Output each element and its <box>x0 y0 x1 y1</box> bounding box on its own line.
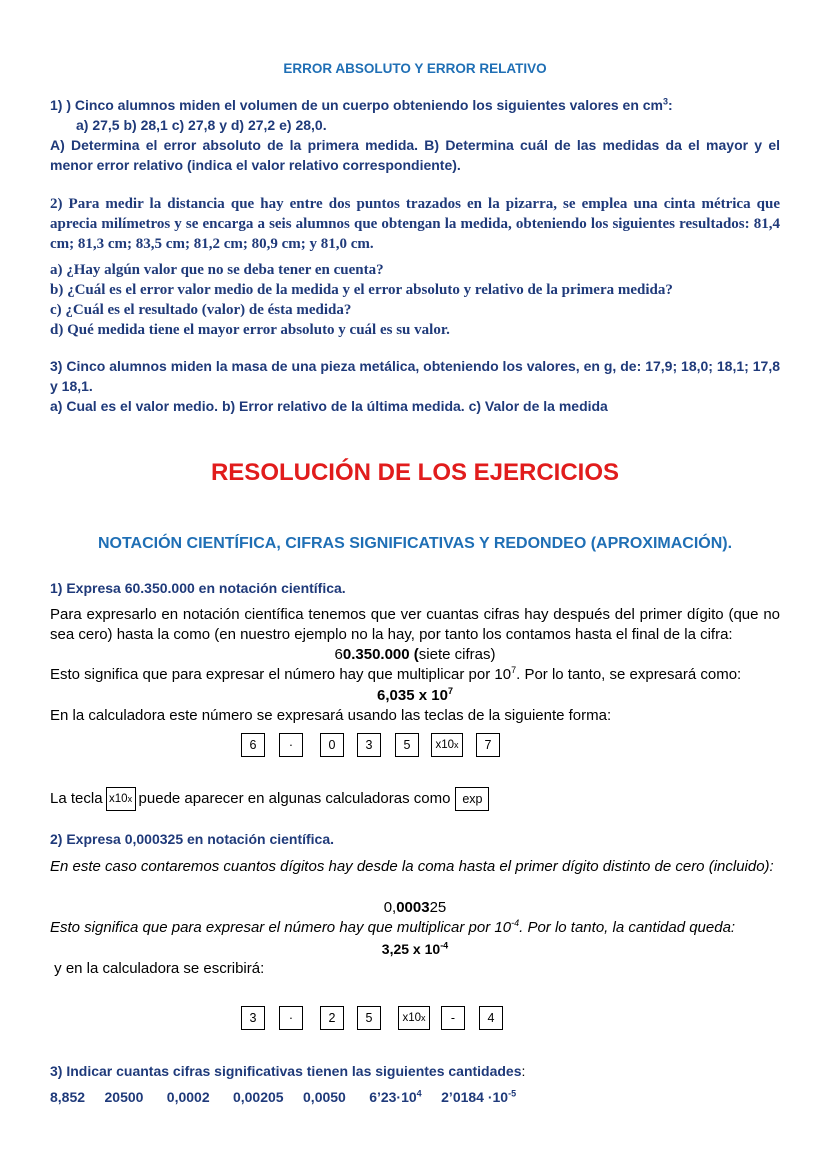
exercise-1-means: Esto significa que para expresar el número hay que multiplicar por $10^7$. Por lo tanto, se expresará como: <box>50 665 742 683</box>
exercise-1-calc-intro: En la calculadora este número se expresará usando las teclas de la siguiente forma: <box>50 707 612 724</box>
calc-key-2: 2 <box>320 1006 344 1030</box>
question-2-b: b) ¿Cuál es el error valor medio de la medida y el error absoluto y relativo de la primera medida? <box>50 282 673 298</box>
calc-key-exp: exp <box>455 787 489 811</box>
question-1-values: a) 27,5 b) 28,1 c) 27,8 y d) 27,2 e) 28,0. <box>76 117 327 133</box>
exercise-2-calc-line: y en la calculadora se escribirá: <box>50 960 265 977</box>
calc-key-0: 0 <box>320 733 344 757</box>
quantity-item: 20500 <box>104 1089 144 1105</box>
question-2-intro: 2) Para medir la distancia que hay entre dos puntos trazados en la pizarra, se emplea una cinta métrica que aprecia milímetros y se encarga a seis alumnos que obtengan la medida, obteniendo los siguientes resultados: 81,4 cm; 81,3 cm; 83,5 cm; 81,2 cm; 80,9 cm; y 81,0 cm. <box>50 196 780 252</box>
calc-key-5: 5 <box>395 733 419 757</box>
exercise-1-result: 6,035 x $10^7$ <box>377 686 453 704</box>
exercise-2-paragraph: En este caso contaremos cuantos dígitos hay desde la coma hasta el primer dígito distinto de cero (incluido): <box>50 858 774 875</box>
calc-key-x10-inline: x10 x <box>106 787 136 811</box>
question-1-tasks: A) Determina el error absoluto de la primera medida. B) Determina cuál de las medidas da el mayor y el menor error relativo (indica el valor relativo correspondiente). <box>50 137 780 173</box>
calc-key-3: 3 <box>241 1006 265 1030</box>
question-2-d: d) Qué medida tiene el mayor error absoluto y cuál es su valor. <box>50 322 450 338</box>
question-2-c: c) ¿Cuál es el resultado (valor) de ésta medida? <box>50 302 352 318</box>
calc-key-7: 7 <box>476 733 500 757</box>
exercise-2-heading: 2) Expresa 0,000325 en notación científica. <box>50 831 335 847</box>
question-2 <box>50 194 780 340</box>
quantity-item: 0,00205 <box>232 1089 284 1105</box>
calc-key-dot: · <box>279 1006 303 1030</box>
quantity-item: 0,0050 <box>303 1089 346 1105</box>
calc-key-4: 4 <box>479 1006 503 1030</box>
quantity-item: $6’23\cdot 10^4$ <box>369 1088 422 1105</box>
question-1: 1) ) Cinco alumnos miden el volumen de un cuerpo obteniendo los siguientes valores en $cm^3$: a) 27,5 b) 28,1 c) 27,8 y d) 27,2 e) 28,0. A) Determina el error absoluto de la primera medida. B) Determina cuál de las medidas da el mayor y el menor error relativo (indica el valor relativo correspondiente). <box>50 96 780 173</box>
calc-key-5: 5 <box>357 1006 381 1030</box>
exercise-1-heading: 1) Expresa 60.350.000 en notación científica. <box>50 580 346 596</box>
question-3 <box>50 356 780 416</box>
exercise-1-paragraph: Para expresarlo en notación científica tenemos que ver cuantas cifras hay después del primer dígito (que no sea cero) hasta la como (en nuestro ejemplo no la hay, por tanto los contamos hasta el final de la cifra: <box>50 606 780 643</box>
question-3-tasks: a) Cual es el valor medio. b) Error relativo de la última medida. c) Valor de la medida <box>50 398 608 414</box>
quantity-item: 0,0002 <box>166 1089 210 1105</box>
calc-key-minus: - <box>441 1006 465 1030</box>
calc-key-x10: x10 x <box>398 1006 430 1030</box>
question-2-a: a) ¿Hay algún valor que no se deba tener en cuenta? <box>50 262 384 278</box>
exercise-2-number: 0,000325 <box>383 899 447 916</box>
calc-key-3: 3 <box>357 733 381 757</box>
exercise-3-heading: 3) Indicar cuantas cifras significativas tienen las siguientes cantidades: <box>50 1063 526 1079</box>
question-3-intro: 3) Cinco alumnos miden la masa de una pieza metálica, obteniendo los valores, en g, de: 17,9; 18,0; 18,1; 17,8 y 18,1. <box>50 358 780 394</box>
exercise-1-tecla-line: La tecla x10 x puede aparecer en algunas calculadoras como exp <box>50 787 780 811</box>
section-title-error: ERROR ABSOLUTO Y ERROR RELATIVO <box>283 61 547 76</box>
resolution-title: RESOLUCIÓN DE LOS EJERCICIOS <box>210 459 620 486</box>
exercise-2-means: Esto significa que para expresar el número hay que multiplicar por $10^{-4}$. Por lo tanto, la cantidad queda: <box>50 918 736 936</box>
calc-key-6: 6 <box>241 733 265 757</box>
section-title-notation: NOTACIÓN CIENTÍFICA, CIFRAS SIGNIFICATIVAS Y REDONDEO (APROXIMACIÓN). <box>97 535 733 552</box>
quantity-item: 2’0184 $\cdot 10^{-5}$ <box>441 1088 517 1105</box>
exercise-2-result: 3,25 x $10^{-4}$ <box>381 940 449 957</box>
exercise-1-number: 60.350.000 (siete cifras) <box>334 646 496 663</box>
calc-key-dot: · <box>279 733 303 757</box>
calc-key-x10: x10 x <box>431 733 463 757</box>
exercise-3-items <box>50 1087 780 1107</box>
quantity-item: 8,852 <box>50 1089 86 1105</box>
